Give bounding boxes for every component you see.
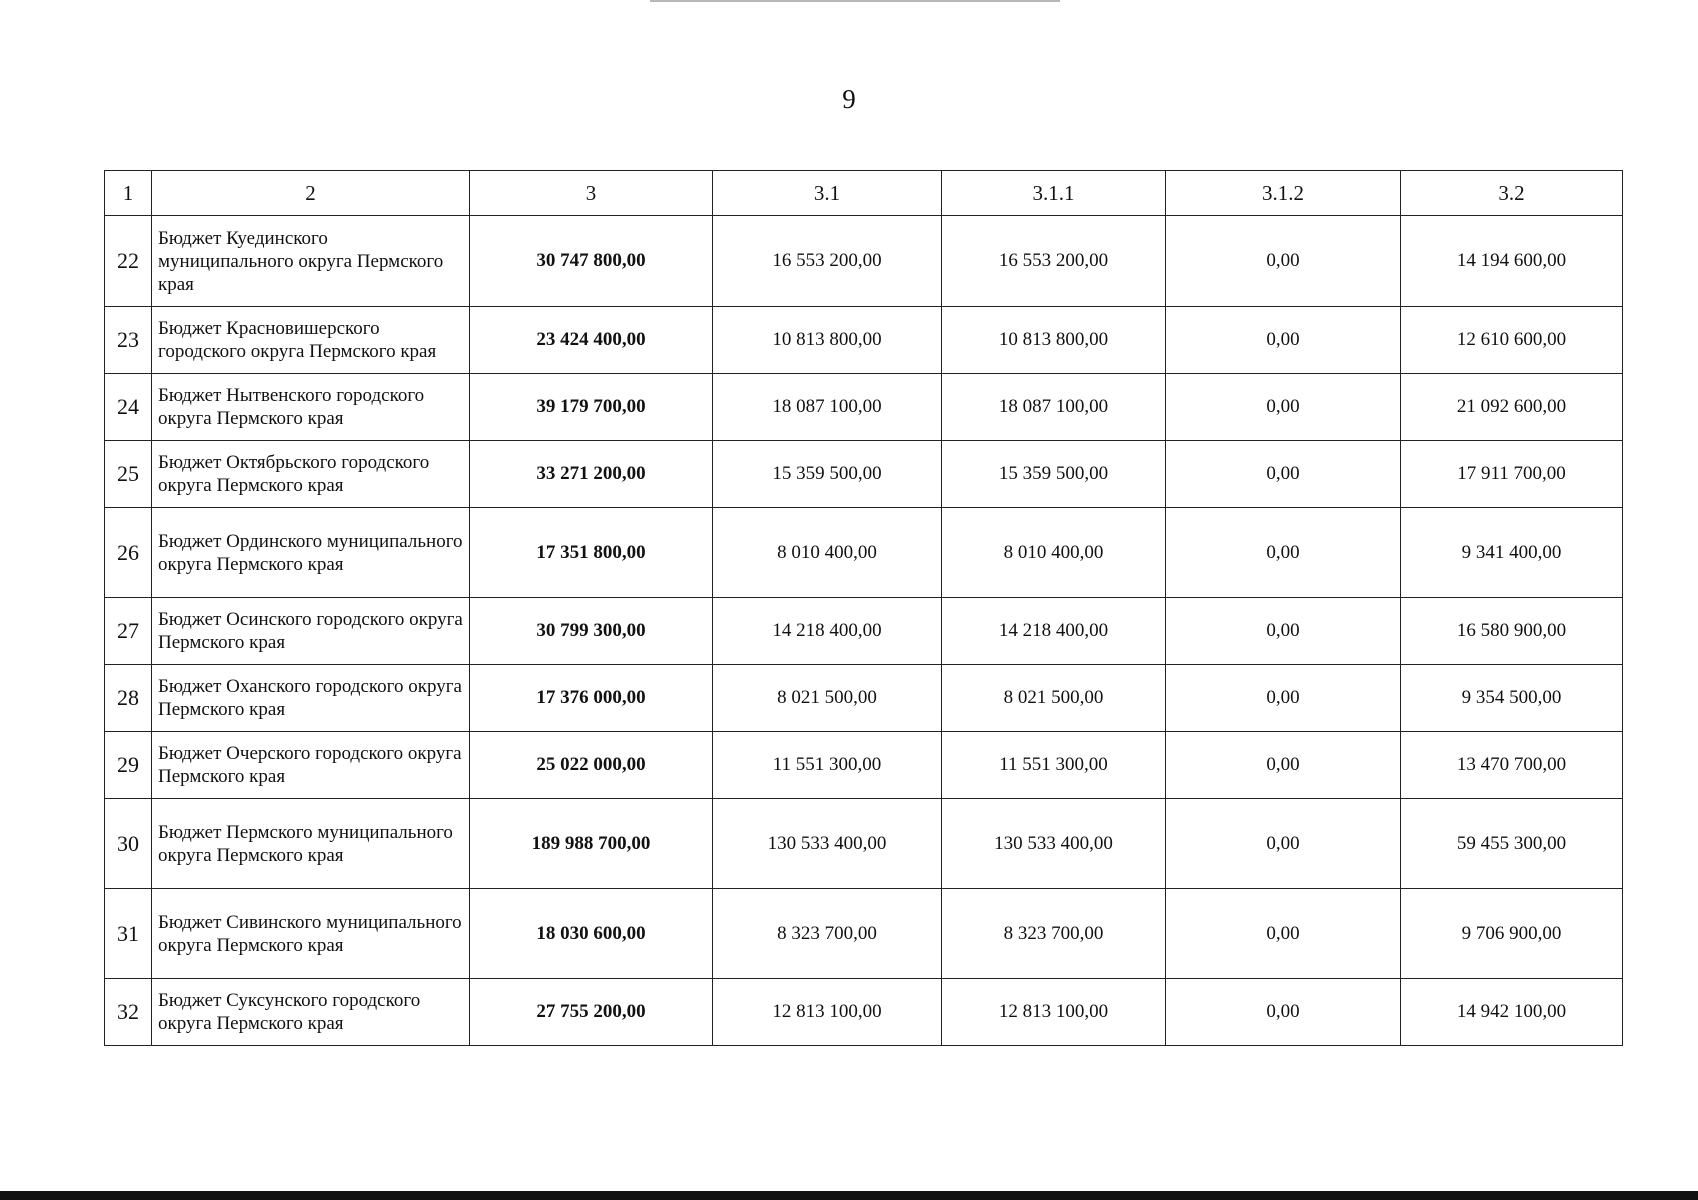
table-row [105,665,1623,732]
header-cell: 3.1 [713,171,942,216]
value-3-1-2: 0,00 [1166,441,1401,508]
value-3-2: 17 911 700,00 [1401,441,1623,508]
header-cell: 3 [470,171,713,216]
header-cell: 1 [105,171,152,216]
value-3-1-1: 15 359 500,00 [942,441,1166,508]
total-value: 18 030 600,00 [470,889,713,979]
total-value: 25 022 000,00 [470,732,713,799]
table-row [105,979,1623,1046]
value-3-1: 10 813 800,00 [713,307,942,374]
value-3-2: 9 341 400,00 [1401,508,1623,598]
row-number: 32 [105,979,152,1046]
table-header-row [105,171,1623,216]
budget-name: Бюджет Красновишерского городского округа Пермского края [152,307,470,374]
budget-name: Бюджет Осинского городского округа Пермского края [152,598,470,665]
budget-name: Бюджет Сивинского муниципального округа Пермского края [152,889,470,979]
total-value: 39 179 700,00 [470,374,713,441]
value-3-1: 8 010 400,00 [713,508,942,598]
table-row [105,732,1623,799]
budget-name: Бюджет Ординского муниципального округа Пермского края [152,508,470,598]
budget-name: Бюджет Куединского муниципального округа Пермского края [152,216,470,307]
header-cell: 3.2 [1401,171,1623,216]
value-3-1: 14 218 400,00 [713,598,942,665]
value-3-1-2: 0,00 [1166,799,1401,889]
total-value: 27 755 200,00 [470,979,713,1046]
table-row [105,441,1623,508]
value-3-1: 16 553 200,00 [713,216,942,307]
row-number: 22 [105,216,152,307]
total-value: 30 799 300,00 [470,598,713,665]
total-value: 33 271 200,00 [470,441,713,508]
page-number: 9 [842,84,856,114]
row-number: 24 [105,374,152,441]
value-3-1: 15 359 500,00 [713,441,942,508]
scan-edge-line [650,0,1060,2]
budget-name: Бюджет Оханского городского округа Пермского края [152,665,470,732]
value-3-2: 9 706 900,00 [1401,889,1623,979]
value-3-1: 8 323 700,00 [713,889,942,979]
value-3-2: 13 470 700,00 [1401,732,1623,799]
value-3-1-1: 10 813 800,00 [942,307,1166,374]
table-row [105,216,1623,307]
budget-name: Бюджет Октябрьского городского округа Пермского края [152,441,470,508]
value-3-1: 8 021 500,00 [713,665,942,732]
value-3-1-2: 0,00 [1166,665,1401,732]
value-3-1: 18 087 100,00 [713,374,942,441]
value-3-1-2: 0,00 [1166,979,1401,1046]
budget-table [104,170,1623,1046]
total-value: 17 351 800,00 [470,508,713,598]
value-3-1-1: 8 021 500,00 [942,665,1166,732]
row-number: 27 [105,598,152,665]
value-3-1: 12 813 100,00 [713,979,942,1046]
total-value: 23 424 400,00 [470,307,713,374]
value-3-1-1: 8 323 700,00 [942,889,1166,979]
value-3-1-1: 130 533 400,00 [942,799,1166,889]
header-cell: 2 [152,171,470,216]
value-3-1-1: 12 813 100,00 [942,979,1166,1046]
value-3-1-2: 0,00 [1166,307,1401,374]
table-row [105,508,1623,598]
value-3-2: 14 194 600,00 [1401,216,1623,307]
value-3-1: 11 551 300,00 [713,732,942,799]
value-3-1-1: 16 553 200,00 [942,216,1166,307]
value-3-1-2: 0,00 [1166,374,1401,441]
value-3-1-1: 8 010 400,00 [942,508,1166,598]
table-row [105,598,1623,665]
table-row [105,889,1623,979]
value-3-1-2: 0,00 [1166,889,1401,979]
total-value: 30 747 800,00 [470,216,713,307]
value-3-1-1: 11 551 300,00 [942,732,1166,799]
value-3-1-2: 0,00 [1166,508,1401,598]
total-value: 189 988 700,00 [470,799,713,889]
value-3-1-1: 14 218 400,00 [942,598,1166,665]
row-number: 26 [105,508,152,598]
row-number: 29 [105,732,152,799]
row-number: 30 [105,799,152,889]
budget-name: Бюджет Очерского городского округа Пермского края [152,732,470,799]
value-3-2: 21 092 600,00 [1401,374,1623,441]
row-number: 28 [105,665,152,732]
row-number: 25 [105,441,152,508]
budget-name: Бюджет Нытвенского городского округа Пермского края [152,374,470,441]
scan-bottom-edge [0,1191,1698,1200]
table-row [105,799,1623,889]
value-3-2: 14 942 100,00 [1401,979,1623,1046]
value-3-2: 59 455 300,00 [1401,799,1623,889]
row-number: 31 [105,889,152,979]
value-3-1-2: 0,00 [1166,598,1401,665]
table-row [105,374,1623,441]
value-3-1-2: 0,00 [1166,216,1401,307]
value-3-2: 16 580 900,00 [1401,598,1623,665]
header-cell: 3.1.1 [942,171,1166,216]
value-3-1-2: 0,00 [1166,732,1401,799]
value-3-2: 9 354 500,00 [1401,665,1623,732]
budget-name: Бюджет Суксунского городского округа Пермского края [152,979,470,1046]
value-3-1: 130 533 400,00 [713,799,942,889]
table-row [105,307,1623,374]
total-value: 17 376 000,00 [470,665,713,732]
header-cell: 3.1.2 [1166,171,1401,216]
row-number: 23 [105,307,152,374]
value-3-2: 12 610 600,00 [1401,307,1623,374]
budget-name: Бюджет Пермского муниципального округа Пермского края [152,799,470,889]
value-3-1-1: 18 087 100,00 [942,374,1166,441]
